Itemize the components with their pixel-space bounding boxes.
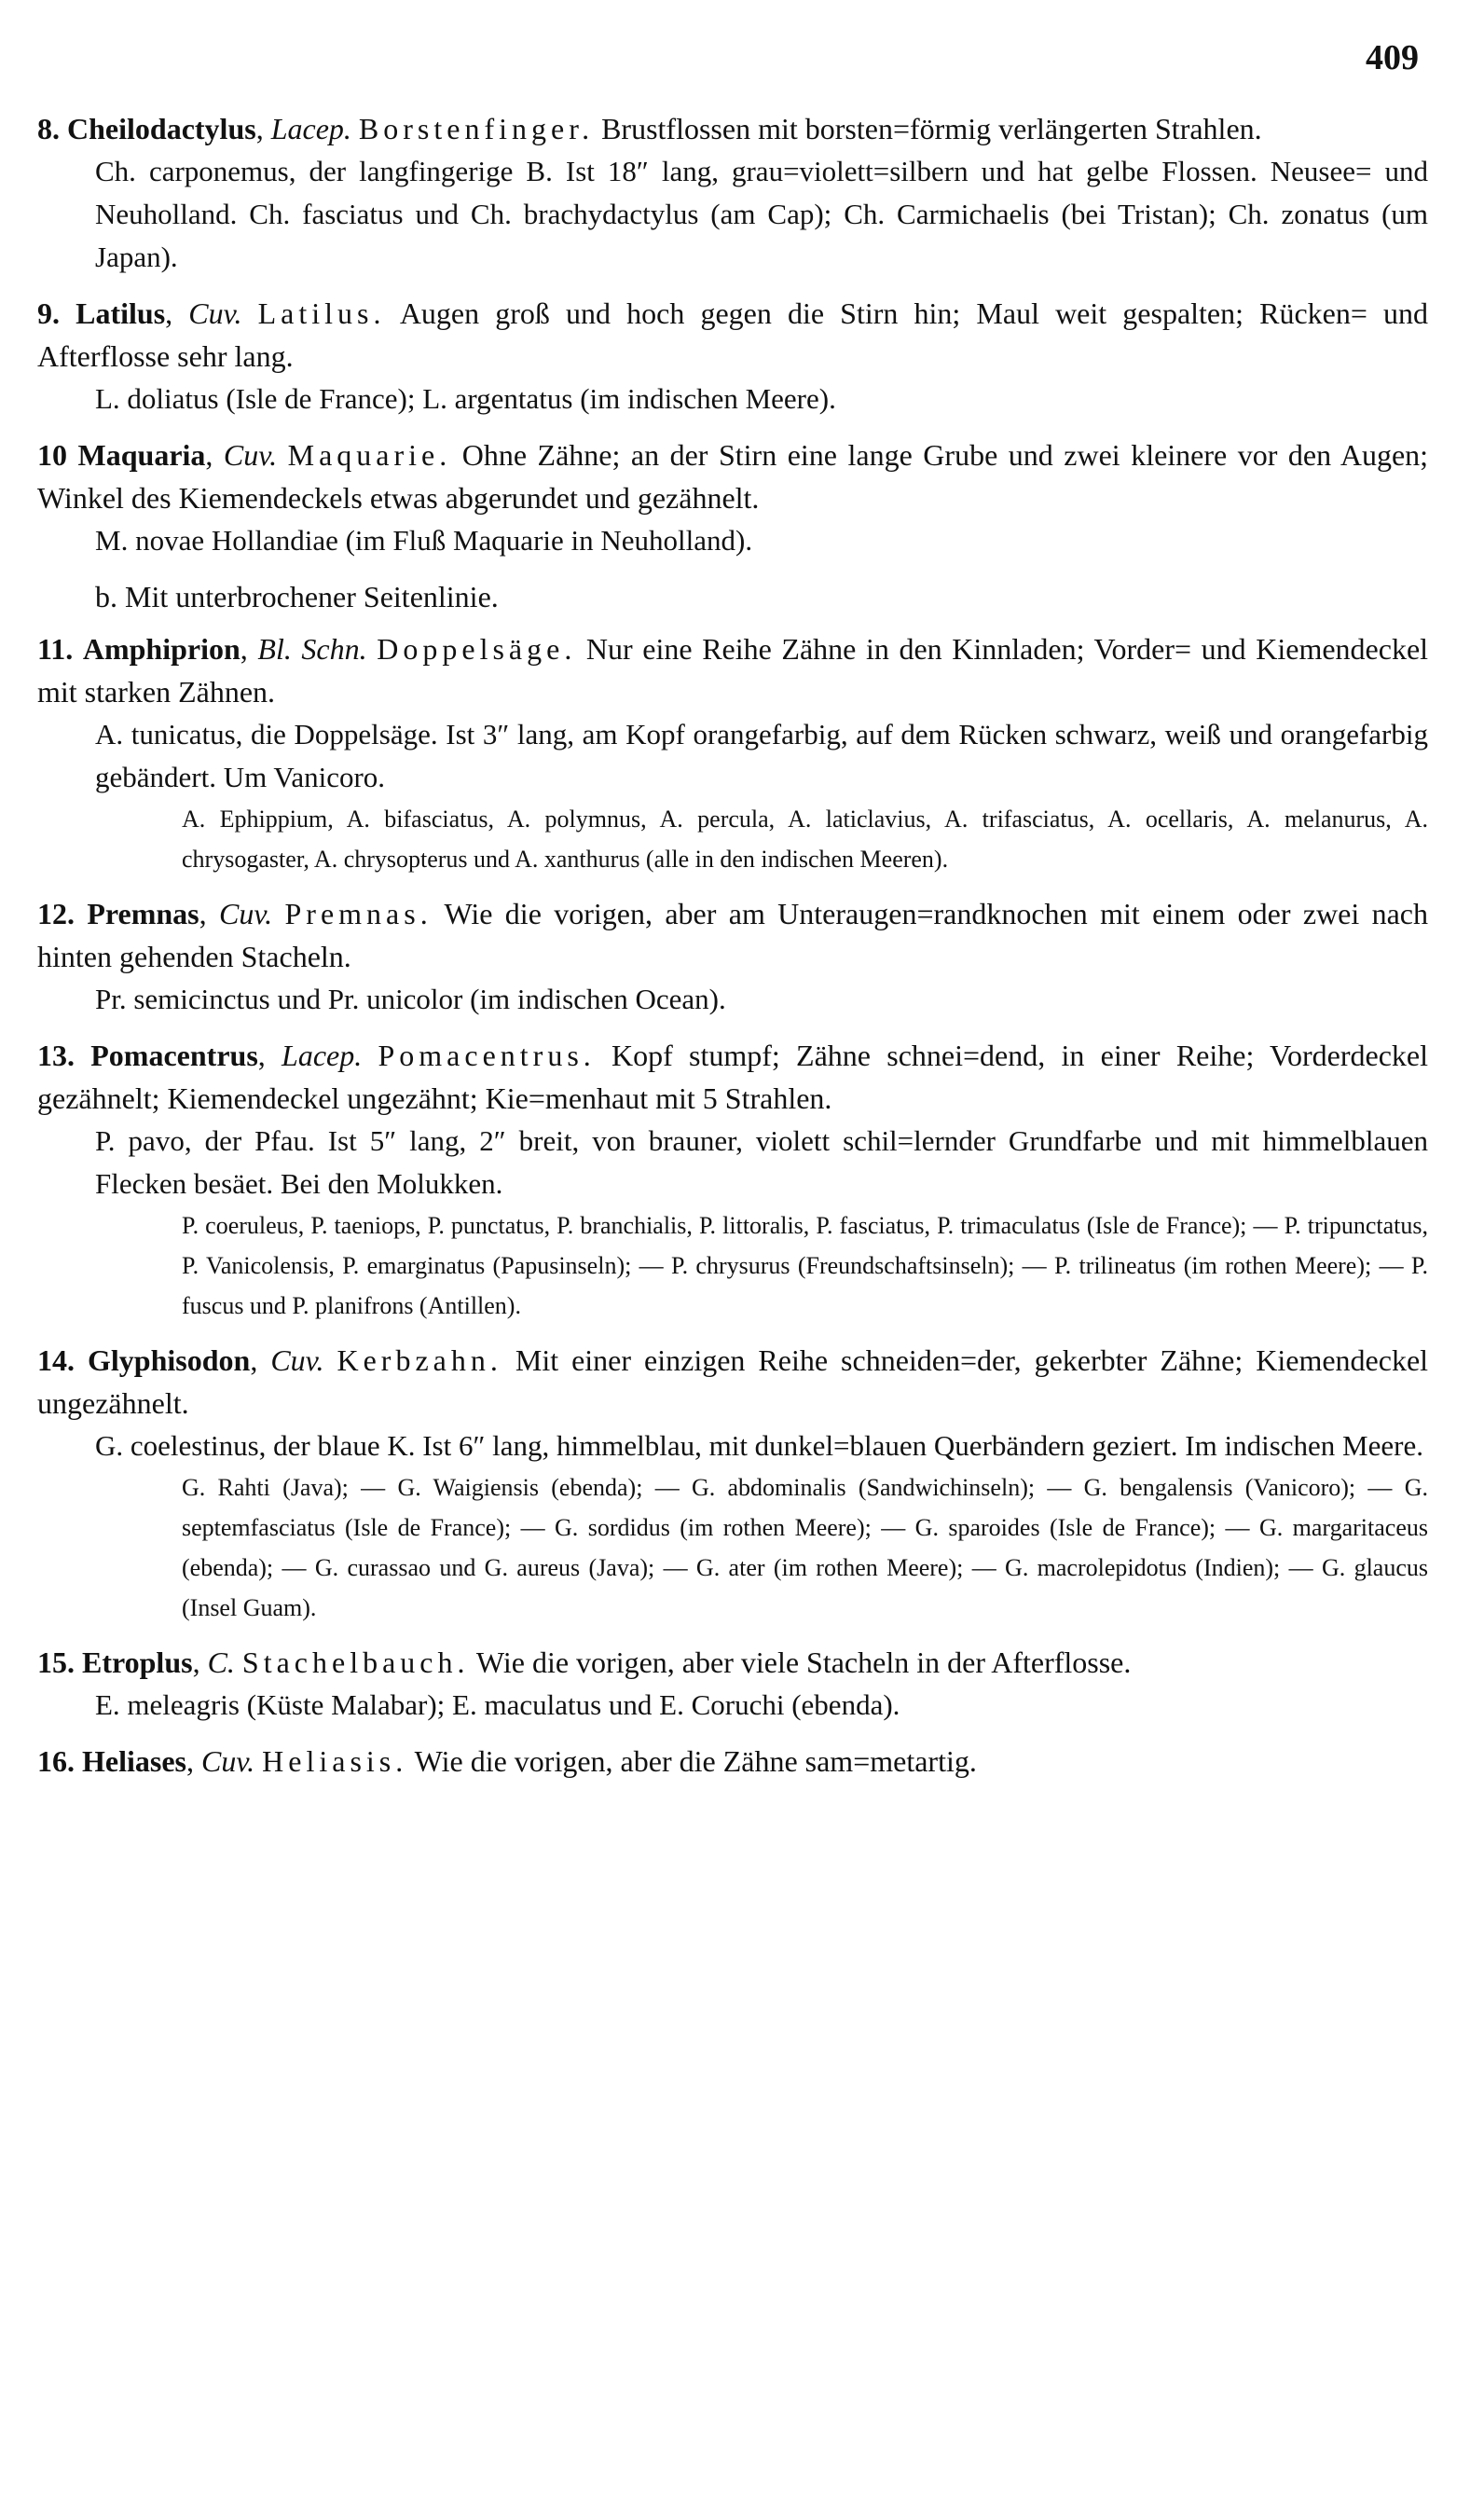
genus-heading: 12. Premnas, Cuv. Premnas. Wie die vorigen, aber am Unteraugen=randknochen mit einem oder zwei nach hinten gehenden Stacheln. <box>37 897 1429 973</box>
entry-number: 13. <box>37 1039 75 1072</box>
german-name: Stachelbauch. <box>241 1645 470 1679</box>
genus-description: Mit einer einzigen Reihe schneiden=der, gekerbter Zähne; Kiemendeckel ungezähnelt. <box>37 1343 1429 1420</box>
genus-description: Augen groß und hoch gegen die Stirn hin; Maul weit gespalten; Rücken= und Afterflosse sehr lang. <box>37 296 1429 373</box>
genus-entry <box>37 1339 1428 1628</box>
entry-number: 14. <box>37 1343 75 1377</box>
genus-description: Wie die vorigen, aber die Zähne sam=metartig. <box>414 1744 977 1778</box>
genus-name: Premnas <box>87 897 199 930</box>
species-paragraph: L. doliatus (Isle de France); L. argentatus (im indischen Meere). <box>95 382 836 415</box>
genus-author: Cuv. <box>200 1744 255 1778</box>
species-paragraph: G. coelestinus, der blaue K. Ist 6″ lang, himmelblau, mit dunkel=blauen Querbändern geziert. Im indischen Meere. <box>95 1429 1423 1462</box>
genus-author: Bl. Schn. <box>257 632 367 666</box>
genus-entry <box>37 434 1428 562</box>
entry-number: 10 <box>37 438 67 472</box>
german-name: Premnas. <box>284 897 433 930</box>
german-name: Maquarie. <box>287 438 452 472</box>
genus-heading: 10 Maquaria, Cuv. Maquarie. Ohne Zähne; an der Stirn eine lange Grube und zwei kleinere vor den Augen; Winkel des Kiemendeckels etwas abgerundet und gezähnelt. <box>37 438 1429 515</box>
genus-author: Lacep. <box>282 1039 363 1072</box>
genus-heading: 8. Cheilodactylus, Lacep. Borstenfinger. Brustflossen mit borsten=förmig verlängerten Strahlen. <box>37 112 1262 145</box>
species-paragraph: Pr. semicinctus und Pr. unicolor (im indischen Ocean). <box>95 983 726 1015</box>
genus-author: C. <box>207 1645 235 1679</box>
entry-number: 11. <box>37 632 74 666</box>
genus-entry <box>37 1641 1428 1727</box>
genus-entry <box>37 1034 1428 1326</box>
genus-description: Ohne Zähne; an der Stirn eine lange Grube und zwei kleinere vor den Augen; Winkel des Kiemendeckels etwas abgerundet und gezähnelt. <box>37 438 1429 515</box>
species-paragraph: M. novae Hollandiae (im Fluß Maquarie in Neuholland). <box>95 524 753 557</box>
german-name: Doppelsäge. <box>377 632 577 666</box>
minor-species-list: A. Ephippium, A. bifasciatus, A. polymnus, A. percula, A. laticlavius, A. trifasciatus, A. ocellaris, A. melanurus, A. chrysogaster, A. chrysopterus und A. xanthurus (alle in den indischen Meeren). <box>182 806 1428 873</box>
german-name: Latilus. <box>257 296 386 330</box>
genus-description: Brustflossen mit borsten=förmig verlängerten Strahlen. <box>601 112 1262 145</box>
genus-entry <box>37 292 1428 420</box>
species-paragraph: A. tunicatus, die Doppelsäge. Ist 3″ lang, am Kopf orangefarbig, auf dem Rücken schwarz, weiß und orangefarbig gebändert. Um Vanicoro. <box>95 718 1428 793</box>
page-content <box>37 107 1428 1783</box>
genus-description: Wie die vorigen, aber am Unteraugen=randknochen mit einem oder zwei nach hinten gehenden Stacheln. <box>37 897 1429 973</box>
entry-number: 12. <box>37 897 75 930</box>
genus-author: Cuv. <box>218 897 273 930</box>
genus-heading: 16. Heliases, Cuv. Heliasis. Wie die vorigen, aber die Zähne sam=metartig. <box>37 1744 977 1778</box>
genus-name: Heliases <box>82 1744 186 1778</box>
minor-species-list: P. coeruleus, P. taeniops, P. punctatus, P. branchialis, P. littoralis, P. fasciatus, P. trimaculatus (Isle de France); — P. tripunctatus, P. Vanicolensis, P. emarginatus (Papusinseln); — P. chrysurus (Freundschaftsinseln); — P. trilineatus (im rothen Meere); — P. fuscus und P. planifrons (Antillen). <box>182 1212 1428 1319</box>
genus-description: Kopf stumpf; Zähne schnei=dend, in einer Reihe; Vorderdeckel gezähnelt; Kiemendeckel ungezähnt; Kie=menhaut mit 5 Strahlen. <box>37 1039 1429 1115</box>
genus-author: Cuv. <box>223 438 278 472</box>
genus-entry <box>37 892 1428 1021</box>
genus-author: Cuv. <box>270 1343 324 1377</box>
genus-author: Cuv. <box>188 296 242 330</box>
genus-description: Nur eine Reihe Zähne in den Kinnladen; Vorder= und Kiemendeckel mit starken Zähnen. <box>37 632 1429 709</box>
genus-heading: 11. Amphiprion, Bl. Schn. Doppelsäge. Nur eine Reihe Zähne in den Kinnladen; Vorder= und Kiemendeckel mit starken Zähnen. <box>37 632 1429 709</box>
german-name: Kerbzahn. <box>337 1343 502 1377</box>
genus-heading: 14. Glyphisodon, Cuv. Kerbzahn. Mit einer einzigen Reihe schneiden=der, gekerbter Zähne; Kiemendeckel ungezähnelt. <box>37 1343 1429 1420</box>
genus-heading: 9. Latilus, Cuv. Latilus. Augen groß und hoch gegen die Stirn hin; Maul weit gespalten; Rücken= und Afterflosse sehr lang. <box>37 296 1429 373</box>
genus-name: Maquaria <box>77 438 206 472</box>
entry-number: 8. <box>37 112 60 145</box>
genus-name: Latilus <box>76 296 166 330</box>
genus-name: Glyphisodon <box>88 1343 251 1377</box>
genus-entry <box>37 107 1428 279</box>
genus-name: Amphiprion <box>82 632 240 666</box>
genus-name: Cheilodactylus <box>67 112 256 145</box>
entry-number: 16. <box>37 1744 75 1778</box>
species-paragraph: P. pavo, der Pfau. Ist 5″ lang, 2″ breit, von brauner, violett schil=lernder Grundfarbe und mit himmelblauen Flecken besäet. Bei den Molukken. <box>95 1124 1428 1200</box>
genus-entry <box>37 627 1428 879</box>
german-name: Heliasis. <box>262 1744 408 1778</box>
german-name: Borstenfinger. <box>358 112 595 145</box>
genus-heading: 13. Pomacentrus, Lacep. Pomacentrus. Kopf stumpf; Zähne schnei=dend, in einer Reihe; Vorderdeckel gezähnelt; Kiemendeckel ungezähnt; Kie=menhaut mit 5 Strahlen. <box>37 1039 1429 1115</box>
section-subheading: b. Mit unterbrochener Seitenlinie. <box>95 580 499 613</box>
species-paragraph: Ch. carponemus, der langfingerige B. Ist 18″ lang, grau=violett=silbern und hat gelbe Flossen. Neusee= und Neuholland. Ch. fasciatus und Ch. brachydactylus (am Cap); Ch. Carmichaelis (bei Tristan); Ch. zonatus (um Japan). <box>95 155 1428 273</box>
genus-heading: 15. Etroplus, C. Stachelbauch. Wie die vorigen, aber viele Stacheln in der Afterflosse. <box>37 1645 1132 1679</box>
entry-number: 15. <box>37 1645 75 1679</box>
genus-description: Wie die vorigen, aber viele Stacheln in der Afterflosse. <box>475 1645 1132 1679</box>
genus-name: Pomacentrus <box>90 1039 258 1072</box>
german-name: Pomacentrus. <box>378 1039 596 1072</box>
entry-number: 9. <box>37 296 60 330</box>
minor-species-list: G. Rahti (Java); — G. Waigiensis (ebenda); — G. abdominalis (Sandwichinseln); — G. bengalensis (Vanicoro); — G. septemfasciatus (Isle de France); — G. sordidus (im rothen Meere); — G. sparoides (Isle de France); — G. margaritaceus (ebenda); — G. curassao und G. aureus (Java); — G. ater (im rothen Meere); — G. macrolepidotus (Indien); — G. glaucus (Insel Guam). <box>182 1474 1428 1621</box>
genus-author: Lacep. <box>270 112 351 145</box>
page-number: 409 <box>1366 38 1419 77</box>
genus-entry <box>37 1740 1428 1783</box>
species-paragraph: E. meleagris (Küste Malabar); E. maculatus und E. Coruchi (ebenda). <box>95 1688 900 1721</box>
genus-name: Etroplus <box>82 1645 193 1679</box>
